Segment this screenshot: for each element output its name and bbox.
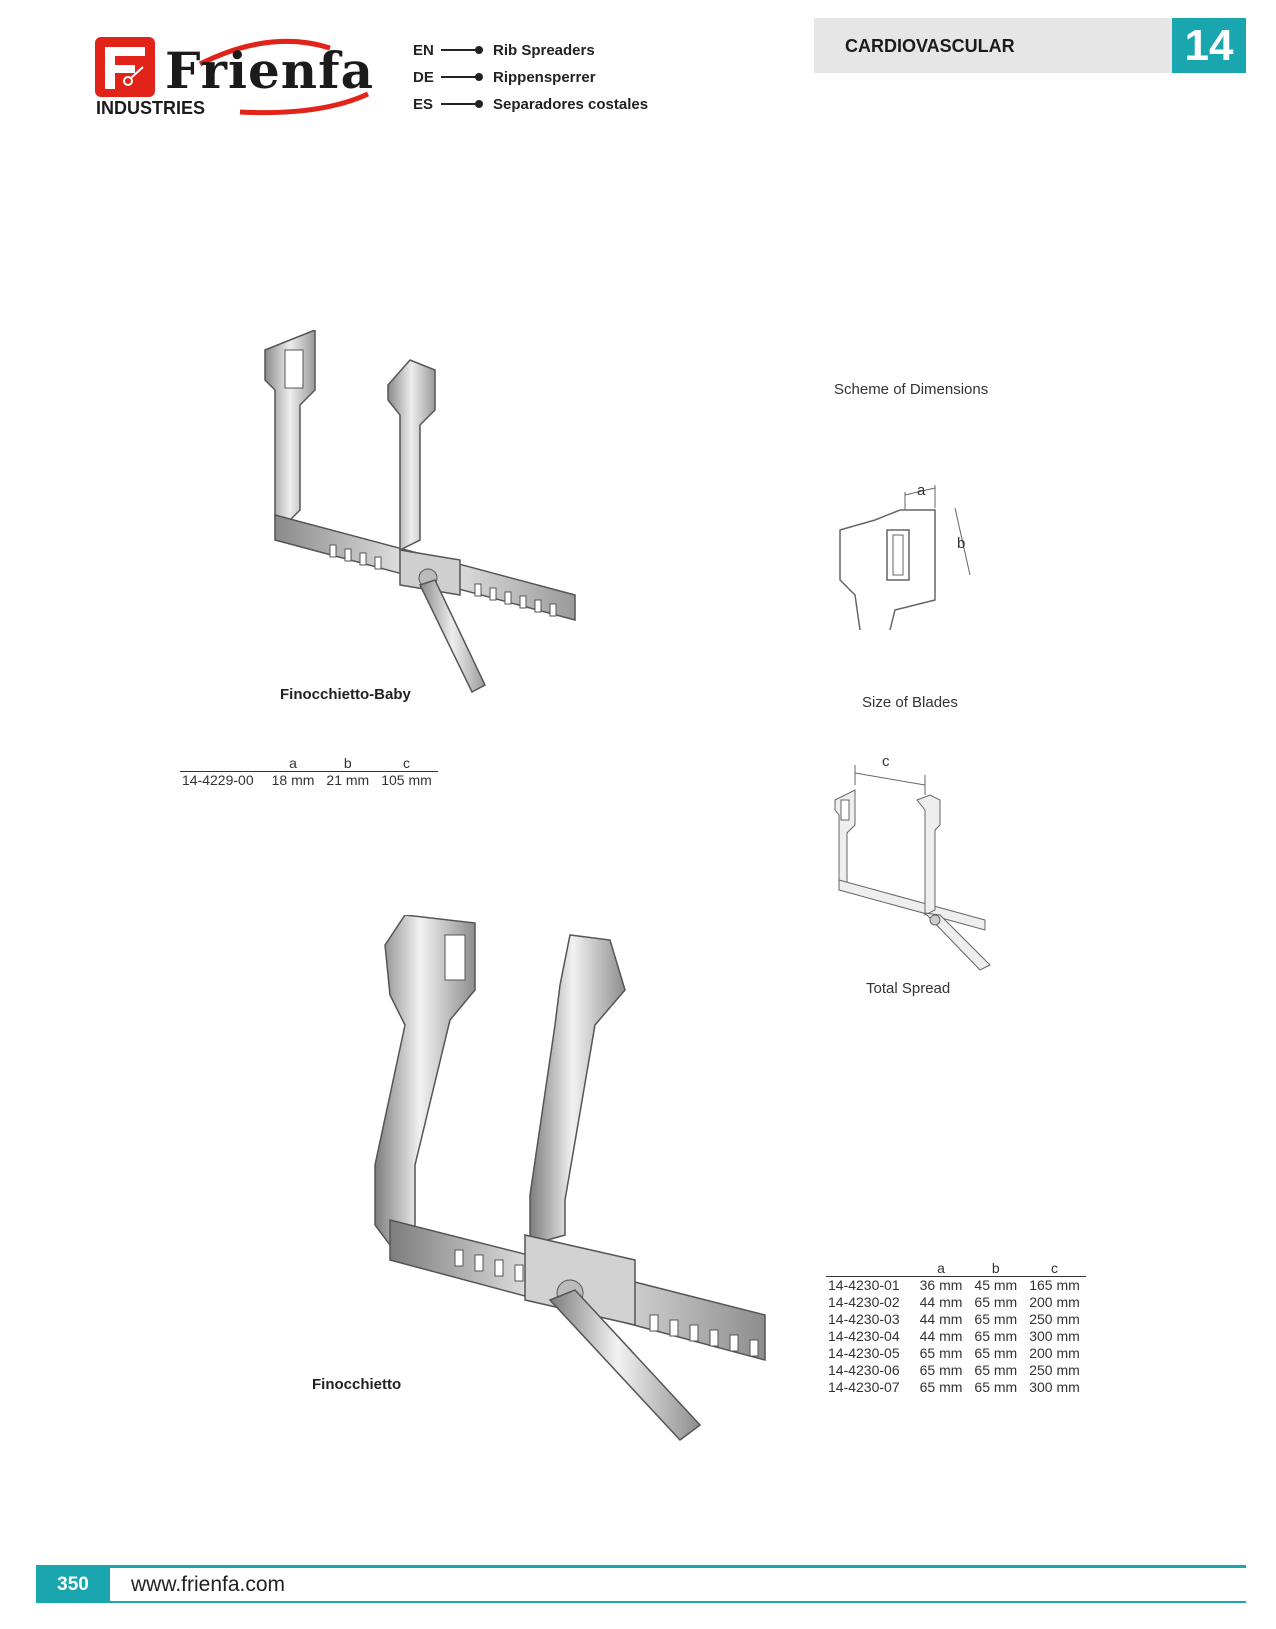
dimension-b: 65 mm (974, 1311, 1018, 1327)
dimension-a: 44 mm (919, 1311, 963, 1327)
dimension-c: 200 mm (1029, 1294, 1080, 1310)
article-code: 14-4230-02 (828, 1294, 900, 1310)
brand-logo-icon (95, 37, 155, 97)
chapter-number-badge: 14 (1172, 18, 1246, 73)
brand-subtitle: INDUSTRIES (96, 98, 206, 118)
dimension-c: 105 mm (381, 772, 432, 788)
connector-line-icon (441, 103, 479, 105)
dimension-a: 44 mm (919, 1328, 963, 1344)
language-row-en (413, 39, 595, 61)
dimension-c: 165 mm (1029, 1277, 1080, 1293)
dimension-b: 65 mm (974, 1345, 1018, 1361)
spec-table-baby (180, 756, 438, 789)
article-code: 14-4230-07 (828, 1379, 900, 1395)
dimension-c: 300 mm (1029, 1379, 1080, 1395)
label-a: a (917, 482, 926, 499)
dimension-a: 65 mm (919, 1345, 963, 1361)
dimension-c: 250 mm (1029, 1311, 1080, 1327)
dimension-b: 45 mm (974, 1277, 1018, 1293)
dimension-a: 65 mm (919, 1362, 963, 1378)
language-label: Separadores costales (493, 95, 649, 113)
table-header-row (180, 756, 438, 772)
table-header-a: a (266, 756, 321, 772)
blade-size-diagram (835, 480, 995, 640)
total-spread-diagram (825, 755, 1025, 985)
label-b: b (957, 535, 966, 552)
footer-divider (110, 1601, 1246, 1603)
table-header-c: c (375, 756, 438, 772)
article-code: 14-4230-04 (828, 1328, 900, 1344)
website-link[interactable]: www.frienfa.com (131, 1573, 286, 1596)
table-header-code (826, 1261, 914, 1277)
article-code: 14-4230-01 (828, 1277, 900, 1293)
dimension-c: 200 mm (1029, 1345, 1080, 1361)
label-c: c (882, 753, 890, 770)
table-row (826, 1294, 1086, 1311)
dimension-a: 65 mm (919, 1379, 963, 1395)
dimension-b: 65 mm (974, 1362, 1018, 1378)
footer-divider (36, 1565, 1246, 1568)
article-code: 14-4230-06 (828, 1362, 900, 1378)
brand-name: Frienfa (165, 41, 375, 100)
category-label: CARDIOVASCULAR (845, 36, 1015, 56)
rib-spreader-finocchietto-image (360, 915, 820, 1505)
dimension-a: 44 mm (919, 1294, 963, 1310)
connector-line-icon (441, 76, 479, 78)
language-label: Rippensperrer (493, 68, 596, 86)
table-row (826, 1379, 1086, 1396)
dimension-b: 21 mm (326, 772, 370, 788)
table-row (826, 1345, 1086, 1362)
table-row (826, 1362, 1086, 1379)
article-code: 14-4230-05 (828, 1345, 900, 1361)
spec-table-main (826, 1261, 1086, 1396)
page-number: 350 (36, 1566, 110, 1603)
table-header-code (180, 756, 266, 772)
table-row (180, 772, 438, 790)
language-label: Rib Spreaders (493, 41, 595, 59)
product-name-baby: Finocchietto-Baby (280, 686, 411, 703)
language-row-es (413, 93, 648, 115)
dimension-c: 250 mm (1029, 1362, 1080, 1378)
language-row-de (413, 66, 596, 88)
dimension-a: 18 mm (271, 772, 315, 788)
dimension-b: 65 mm (974, 1328, 1018, 1344)
spread-caption: Total Spread (866, 980, 951, 997)
table-row (826, 1328, 1086, 1345)
dimension-a: 36 mm (919, 1277, 963, 1293)
table-header-c: c (1023, 1261, 1086, 1277)
table-header-b: b (320, 756, 375, 772)
language-code: EN (413, 41, 434, 59)
rib-spreader-baby-image (260, 330, 620, 730)
language-code: ES (413, 95, 434, 113)
table-row (826, 1311, 1086, 1328)
article-code: 14-4230-03 (828, 1311, 900, 1327)
table-header-a: a (914, 1261, 969, 1277)
scheme-title: Scheme of Dimensions (834, 381, 989, 398)
article-code: 14-4229-00 (182, 772, 254, 788)
table-header-b: b (968, 1261, 1023, 1277)
table-header-row (826, 1261, 1086, 1277)
language-code: DE (413, 68, 434, 86)
dimension-b: 65 mm (974, 1294, 1018, 1310)
product-name-main: Finocchietto (312, 1376, 402, 1393)
connector-line-icon (441, 49, 479, 51)
blades-caption: Size of Blades (862, 694, 958, 711)
dimension-c: 300 mm (1029, 1328, 1080, 1344)
table-row (826, 1277, 1086, 1295)
dimension-b: 65 mm (974, 1379, 1018, 1395)
